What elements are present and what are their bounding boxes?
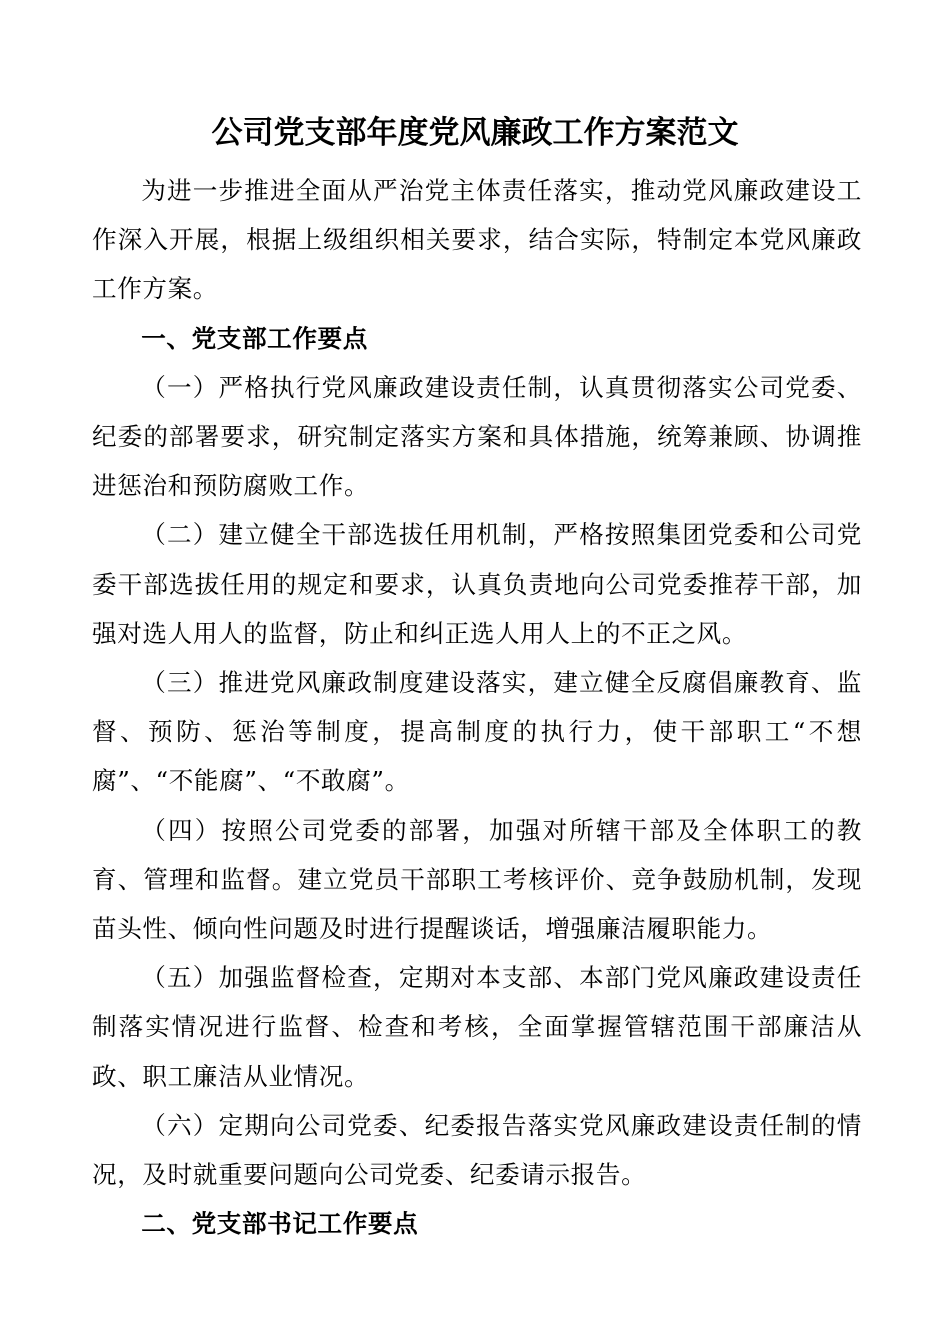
section1-item-4: （四）按照公司党委的部署，加强对所辖干部及全体职工的教育、管理和监督。建立党员干部职工考核评价、竞争鼓励机制，发现苗头性、倾向性问题及时进行提醒谈话，增强廉洁履职能力。 bbox=[92, 815, 862, 944]
section1-item-2: （二）建立健全干部选拔任用机制，严格按照集团党委和公司党委干部选拔任用的规定和要求，认真负责地向公司党委推荐干部，加强对选人用人的监督，防止和纠正选人用人上的不正之风。 bbox=[92, 520, 862, 648]
document-title: 公司党支部年度党风廉政工作方案范文 bbox=[211, 115, 739, 151]
section1-item-3: （三）推进党风廉政制度建设落实，建立健全反腐倡廉教育、监督、预防、惩治等制度，提高制度的执行力，使干部职工“不想腐”、“不能腐”、“不敢腐”。 bbox=[92, 668, 862, 796]
section1-item-6: （六）定期向公司党委、纪委报告落实党风廉政建设责任制的情况，及时就重要问题向公司党委、纪委请示报告。 bbox=[92, 1110, 862, 1190]
section1-item-5: （五）加强监督检查，定期对本支部、本部门党风廉政建设责任制落实情况进行监督、检查和考核，全面掌握管辖范围干部廉洁从政、职工廉洁从业情况。 bbox=[92, 963, 862, 1091]
intro-paragraph: 为进一步推进全面从严治党主体责任落实，推动党风廉政建设工作深入开展，根据上级组织相关要求，结合实际，特制定本党风廉政工作方案。 bbox=[92, 176, 862, 304]
section1-item-1: （一）严格执行党风廉政建设责任制，认真贯彻落实公司党委、纪委的部署要求，研究制定落实方案和具体措施，统筹兼顾、协调推进惩治和预防腐败工作。 bbox=[92, 372, 862, 501]
document-body bbox=[92, 166, 862, 1248]
section-heading-1: 一、党支部工作要点 bbox=[141, 323, 368, 353]
section-heading-2: 二、党支部书记工作要点 bbox=[141, 1209, 419, 1239]
